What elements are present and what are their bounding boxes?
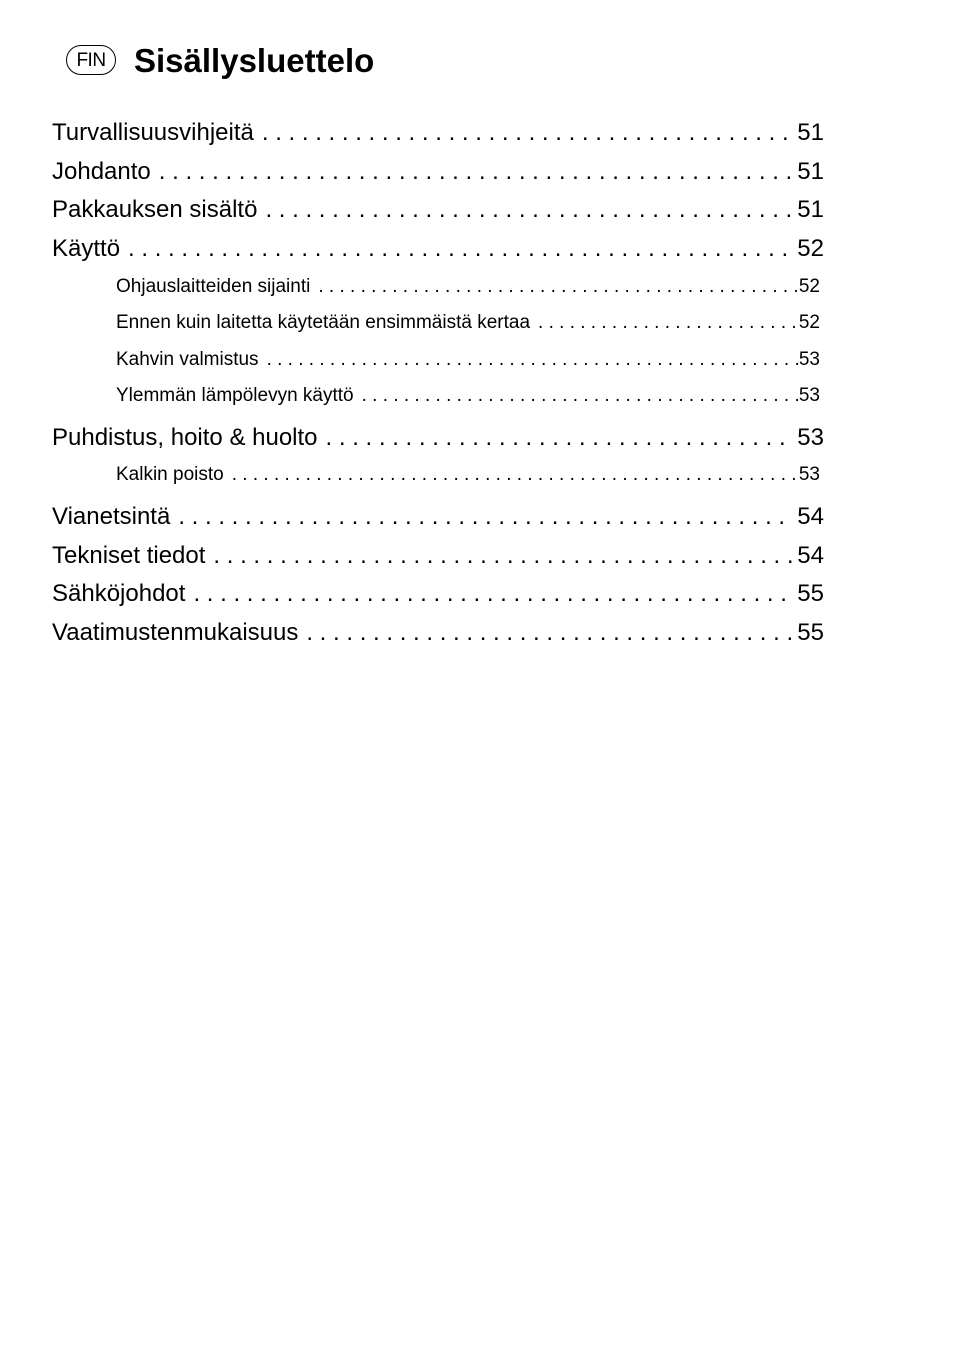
toc-subentry-page: 53: [798, 385, 820, 407]
toc-subentry[interactable]: [116, 269, 820, 306]
dot-leader: [538, 305, 799, 342]
toc-subentry-page: 52: [798, 275, 820, 297]
toc-entry[interactable]: [52, 614, 824, 653]
language-badge: FIN: [66, 45, 116, 75]
toc-entry[interactable]: [52, 537, 824, 576]
toc-entry[interactable]: [52, 230, 824, 269]
toc-entry-label: Vianetsintä: [52, 502, 171, 530]
toc-entry-label: Sähköjohdot: [52, 580, 186, 608]
dot-leader: [362, 378, 799, 415]
toc-entry-label: Johdanto: [52, 157, 151, 185]
dot-leader: [267, 342, 799, 379]
dot-leader: [213, 537, 793, 576]
dot-leader: [306, 614, 793, 653]
toc-entry[interactable]: [52, 419, 824, 458]
toc-entry-page: 51: [797, 157, 824, 185]
toc-subentry-label: Ennen kuin laitetta käytetään ensimmäistä kertaa: [116, 312, 531, 334]
toc-subentry[interactable]: [116, 378, 820, 415]
toc-subentry-page: 53: [798, 464, 820, 486]
toc-subentry-label: Kahvin valmistus: [116, 348, 259, 370]
dot-leader: [128, 230, 793, 269]
toc-entry[interactable]: [52, 575, 824, 614]
dot-leader: [193, 575, 793, 614]
dot-leader: [318, 269, 799, 306]
toc-entry[interactable]: [52, 191, 824, 230]
toc-entry-label: Käyttö: [52, 235, 121, 263]
dot-leader: [232, 457, 799, 494]
toc-subentry[interactable]: [116, 457, 820, 494]
toc-entry[interactable]: [52, 498, 824, 537]
page-header: [66, 38, 374, 82]
toc-subentry-label: Ylemmän lämpölevyn käyttö: [116, 385, 354, 407]
toc-subentry-label: Ohjauslaitteiden sijainti: [116, 275, 311, 297]
toc-entry-page: 51: [797, 196, 824, 224]
toc-entry-label: Tekniset tiedot: [52, 541, 206, 569]
dot-leader: [262, 114, 793, 153]
toc-entry-label: Pakkauksen sisältö: [52, 196, 258, 224]
toc-entry-label: Vaatimustenmukaisuus: [52, 619, 299, 646]
toc-entry-label: Puhdistus, hoito & huolto: [52, 423, 318, 451]
toc-entry-page: 54: [797, 541, 824, 569]
toc-subentry-label: Kalkin poisto: [116, 464, 224, 486]
toc-entry-label: Turvallisuusvihjeitä: [52, 119, 254, 146]
page-title: Sisällysluettelo: [134, 41, 375, 79]
toc-entry-page: 55: [797, 580, 824, 608]
toc-subentry[interactable]: [116, 342, 820, 379]
toc-entry-page: 55: [797, 619, 824, 646]
table-of-contents: [52, 114, 824, 653]
toc-entry-page: 51: [797, 119, 824, 146]
dot-leader: [178, 498, 793, 537]
dot-leader: [326, 419, 794, 458]
toc-entry-page: 53: [797, 423, 824, 451]
toc-entry-page: 54: [797, 502, 824, 530]
toc-entry[interactable]: [52, 114, 824, 153]
dot-leader: [159, 153, 794, 192]
dot-leader: [265, 191, 793, 230]
toc-entry-page: 52: [797, 235, 824, 263]
toc-subentry-page: 53: [798, 348, 820, 370]
toc-subentry-page: 52: [798, 312, 820, 334]
toc-entry[interactable]: [52, 153, 824, 192]
toc-subentry[interactable]: [116, 305, 820, 342]
